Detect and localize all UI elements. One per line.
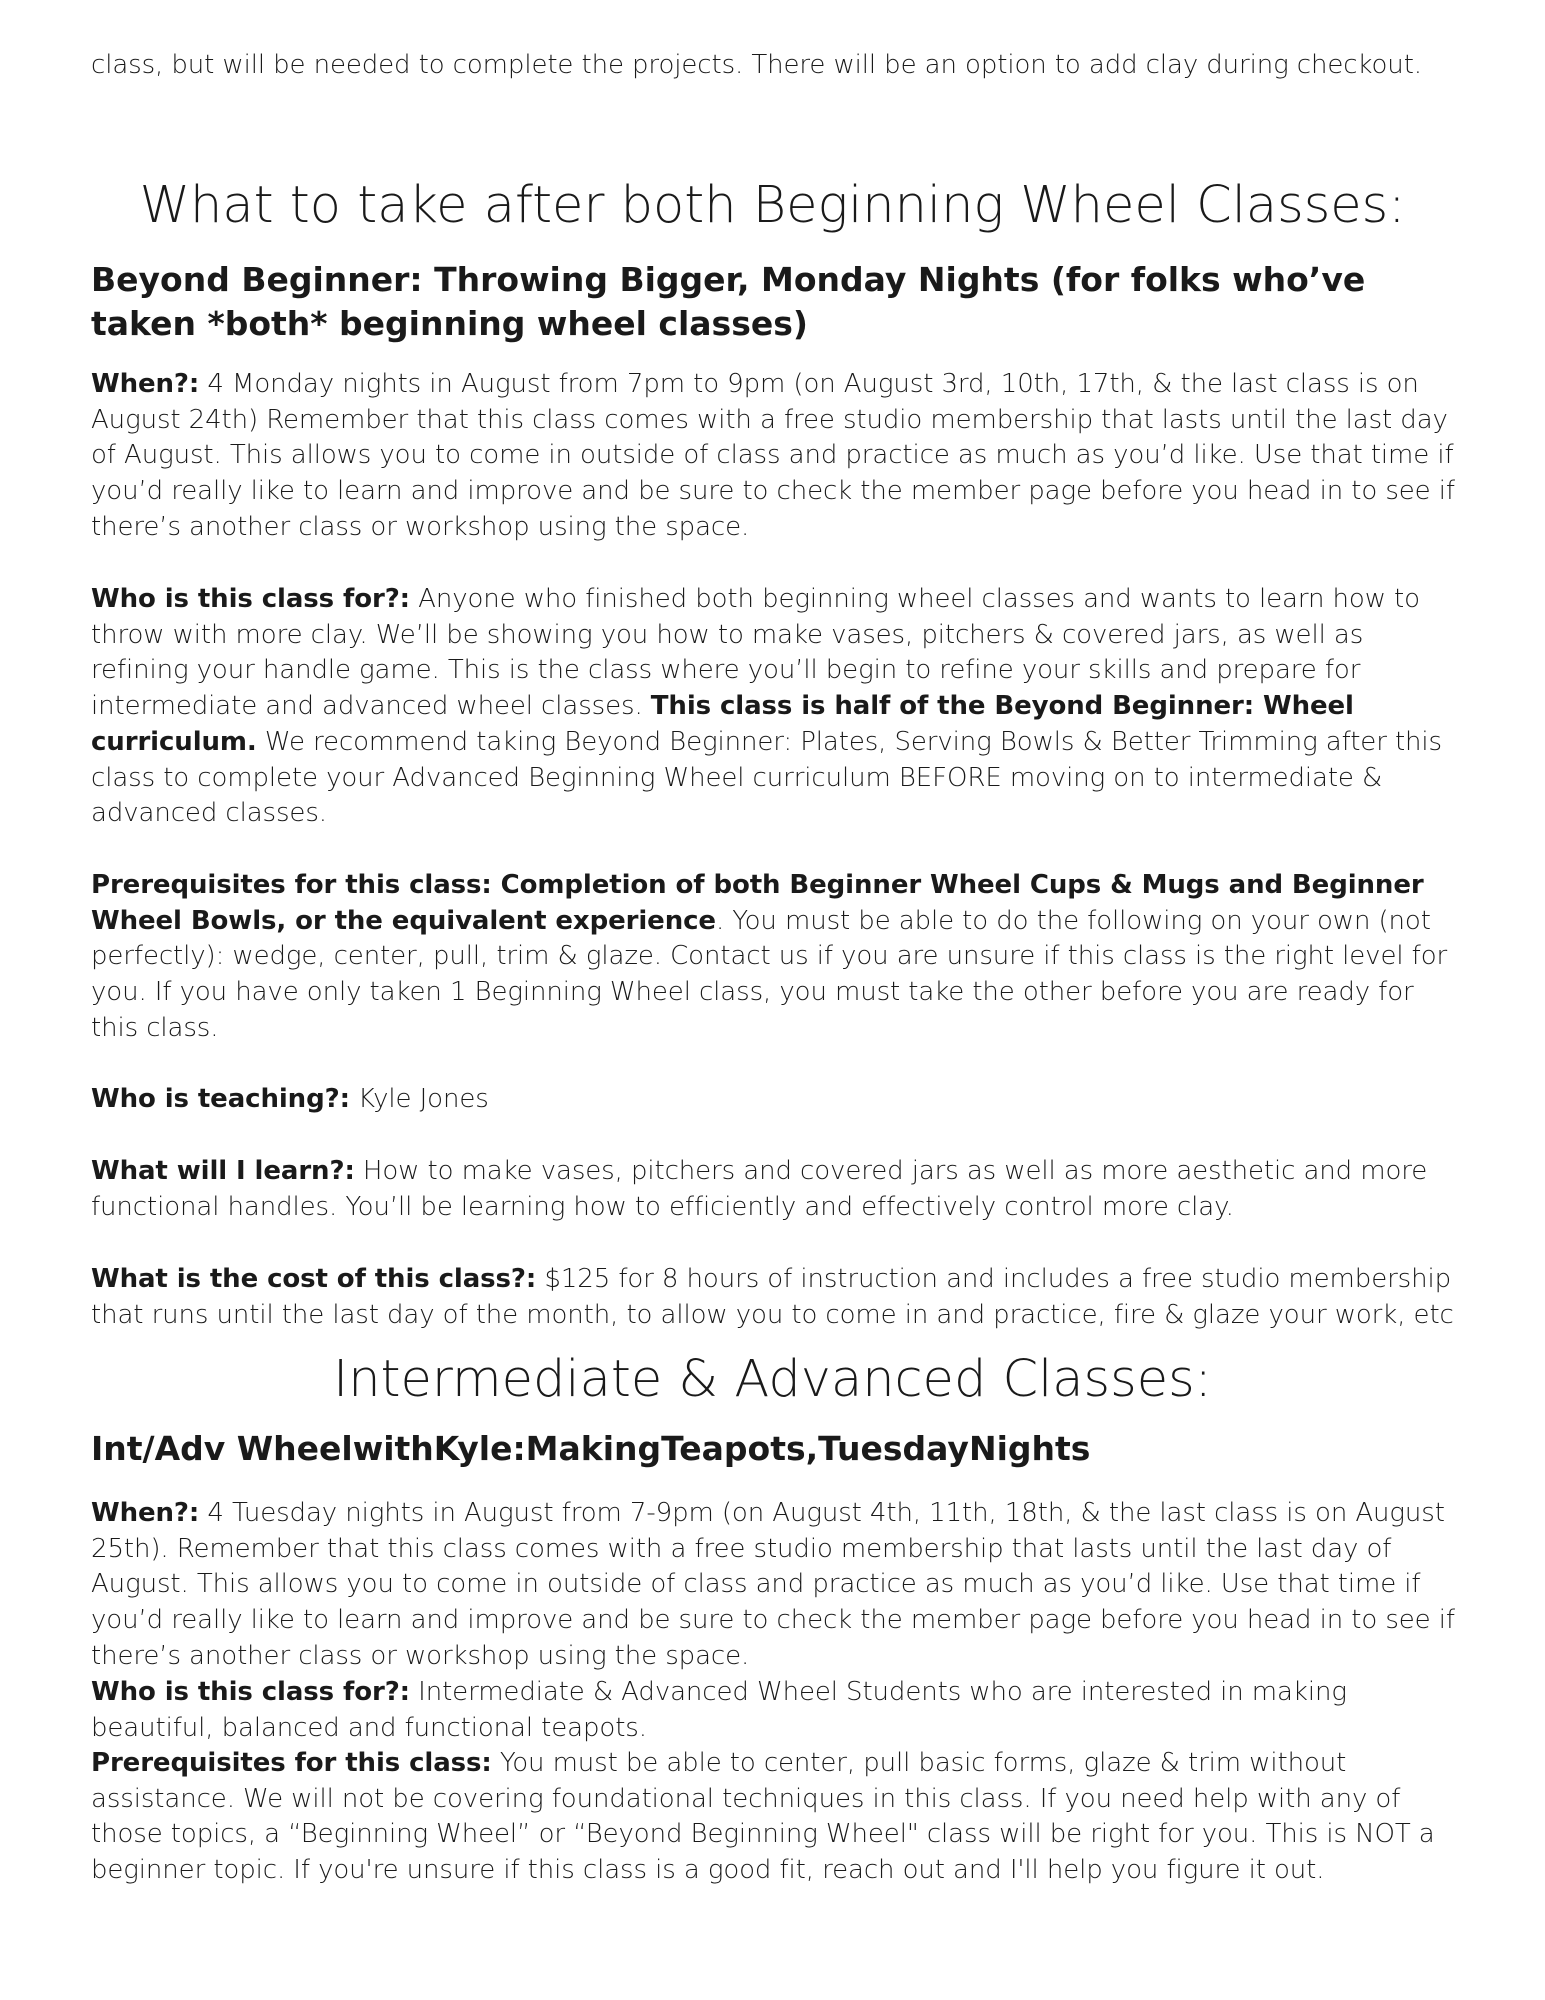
when-text: 4 Monday nights in August from 7pm to 9pm (on August 3rd, 10th, 17th, & the last class is on August 24th) Remember that this class comes with a free studio membership that lasts until the last day of August. This allows you to come in outside of class and practice as much as you’d like. Use that time if you’d really like to learn and improve and be sure to check the member page before you head in to see if there’s another class or workshop using the space. bbox=[91, 369, 1455, 542]
class-title-throwing-bigger: Beyond Beginner: Throwing Bigger, Monday Nights (for folks who’ve taken *both* beginning wheel classes) bbox=[91, 260, 1366, 343]
teapots-who-text: Intermediate & Advanced Wheel Students who are interested in making beautiful, balanced and functional teapots. bbox=[91, 1677, 1347, 1743]
when-paragraph bbox=[91, 367, 1461, 546]
section-title-after-beginning: What to take after both Beginning Wheel Classes: bbox=[139, 176, 1406, 235]
intro-paragraph bbox=[91, 48, 1461, 84]
teapots-prereq-text: You must be able to center, pull basic forms, glaze & trim without assistance. We will not be covering foundational techniques in this class. If you need help with any of those topics, a “Beginning Wheel” or “Beyond Beginning Wheel" class will be right for you. This is NOT a beginner topic. If you're unsure if this class is a good fit, reach out and I'll help you figure it out. bbox=[91, 1748, 1435, 1886]
prereq-label: Prerequisites for this class: Completion of both Beginner Wheel Cups & Mugs and Beginner Wheel Bowls, or the equivalent experience bbox=[91, 870, 1424, 936]
teapots-prereq-paragraph bbox=[91, 1746, 1461, 1889]
teapots-who-label: Who is this class for?: bbox=[91, 1677, 410, 1707]
cost-paragraph bbox=[91, 1262, 1461, 1333]
teapots-who-paragraph bbox=[91, 1675, 1461, 1746]
teapots-when-text: 4 Tuesday nights in August from 7-9pm (on August 4th, 11th, 18th, & the last class is on August 25th). Remember that this class comes with a free studio membership that lasts until the last day of August. This allows you to come in outside of class and practice as much as you’d like. Use that time if you’d really like to learn and improve and be sure to check the member page before you head in to see if there’s another class or workshop using the space. bbox=[91, 1498, 1455, 1671]
when-label: When?: bbox=[91, 369, 200, 399]
class-title-making-teapots: Int/Adv WheelwithKyle:MakingTeapots,TuesdayNights bbox=[91, 1429, 1091, 1468]
teapots-when-label: When?: bbox=[91, 1498, 200, 1528]
learn-paragraph bbox=[91, 1154, 1461, 1225]
who-paragraph bbox=[91, 582, 1461, 832]
teapots-prereq-label: Prerequisites for this class: bbox=[91, 1748, 492, 1778]
teapots-when-paragraph bbox=[91, 1496, 1461, 1675]
section-title-intermediate-advanced: Intermediate & Advanced Classes: bbox=[333, 1350, 1212, 1409]
who-text-2: We recommend taking Beyond Beginner: Plates, Serving Bowls & Better Trimming after this class to complete your Advanced Beginning Wheel curriculum BEFORE moving on to intermediate & advanced classes. bbox=[91, 726, 1442, 829]
intro-text: class, but will be needed to complete the projects. There will be an option to add clay during checkout. bbox=[91, 50, 1422, 80]
learn-text: How to make vases, pitchers and covered jars as well as more aesthetic and more functional handles. You’ll be learning how to efficiently and effectively control more clay. bbox=[91, 1156, 1428, 1222]
teacher-text: Kyle Jones bbox=[349, 1084, 489, 1114]
prereq-text: . You must be able to do the following on your own (not perfectly): wedge, center, pull, trim & glaze. Contact us if you are unsure if this class is the right level for you. If you have only taken 1 Beginning Wheel class, you must take the other before you are ready for this class. bbox=[91, 905, 1448, 1043]
prereq-paragraph bbox=[91, 868, 1461, 1047]
teacher-label: Who is teaching?: bbox=[91, 1084, 350, 1114]
learn-label: What will I learn?: bbox=[91, 1156, 355, 1186]
who-bold-text: This class is half of the Beyond Beginner: Wheel curriculum. bbox=[91, 691, 1354, 757]
who-text: Anyone who finished both beginning wheel classes and wants to learn how to throw with more clay. We’ll be showing you how to make vases, pitchers & covered jars, as well as refining your handle game. This is the class where you’ll begin to refine your skills and prepare for intermediate and advanced wheel classes. bbox=[91, 584, 1420, 722]
teacher-paragraph bbox=[91, 1082, 1461, 1118]
cost-text: $125 for 8 hours of instruction and includes a free studio membership that runs until the last day of the month, to allow you to come in and practice, fire & glaze your work, etc bbox=[91, 1264, 1454, 1330]
cost-label: What is the cost of this class?: bbox=[91, 1264, 537, 1294]
who-label: Who is this class for?: bbox=[91, 584, 410, 614]
